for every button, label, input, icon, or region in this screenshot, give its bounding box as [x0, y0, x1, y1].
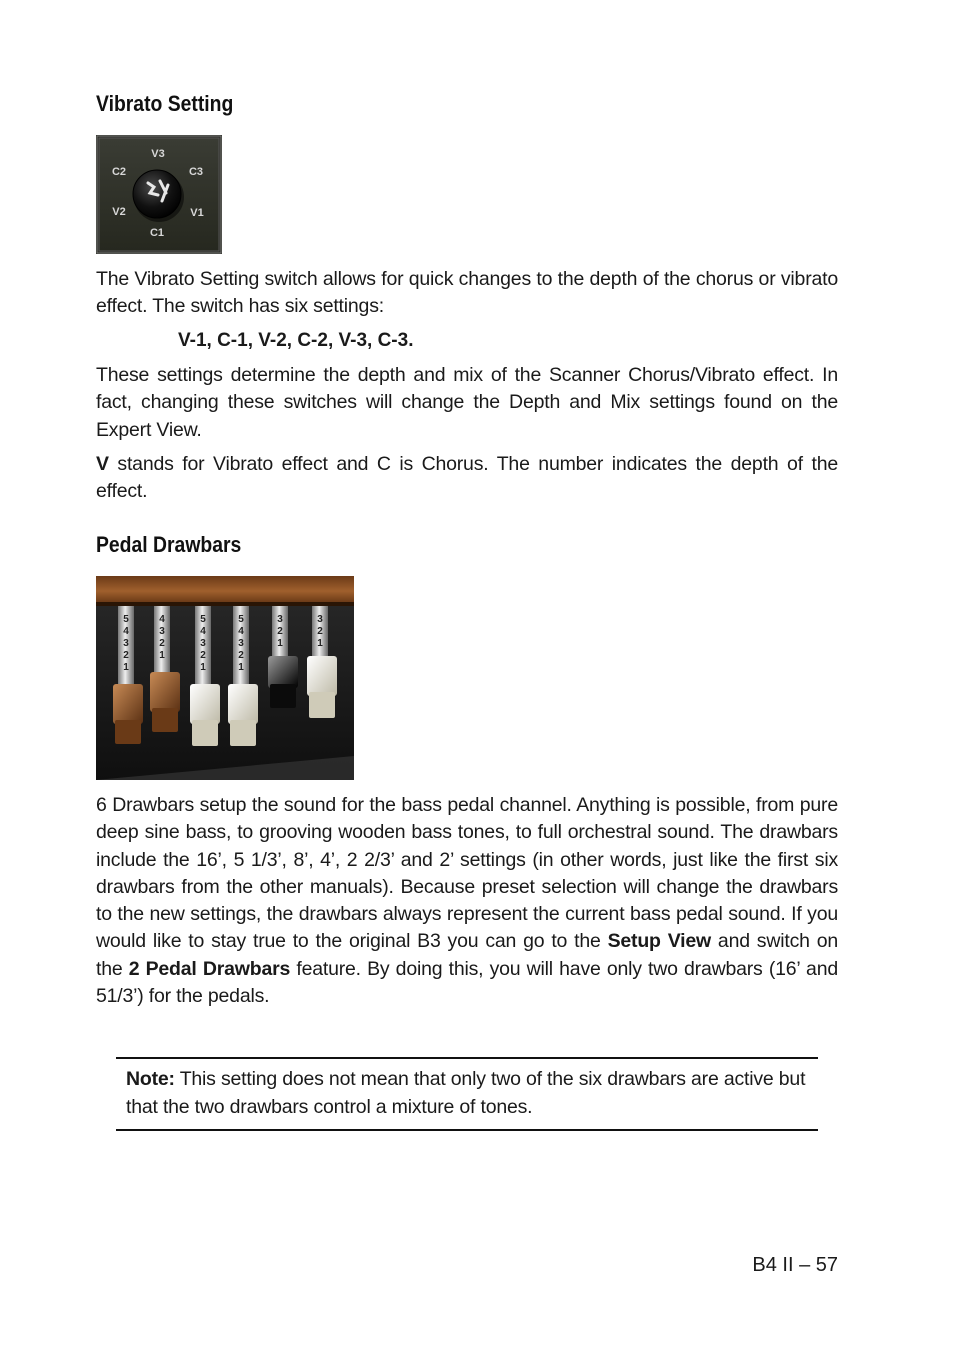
- page-number: B4 II – 57: [752, 1254, 838, 1276]
- scale-num: 3: [200, 638, 206, 649]
- bold-2-pedal-drawbars: 2 Pedal Drawbars: [128, 957, 291, 980]
- scale-num: 4: [159, 614, 165, 625]
- section-heading-pedal: Pedal Drawbars: [96, 532, 242, 557]
- scale-num: 3: [317, 614, 323, 625]
- note-text: Note: This setting does not mean that only two of the six drawbars are active but that the two drawbars control a mixture of tones.: [126, 1068, 806, 1118]
- scale-num: 5: [200, 614, 206, 625]
- bold-v: V: [96, 453, 109, 475]
- note-box: [116, 1057, 818, 1131]
- scale-num: 2: [200, 650, 206, 661]
- pedal-drawbars-image: [96, 576, 354, 780]
- scale-num: 2: [123, 650, 129, 661]
- scale-num: 3: [159, 626, 165, 637]
- scale-num: 5: [238, 614, 244, 625]
- drawbar-4[interactable]: [228, 684, 258, 746]
- scale-num: 3: [238, 638, 244, 649]
- vibrato-depth-paragraph: These settings determine the depth and mix of the Scanner Chorus/Vibrato effect. In fact, changing these switches will change the Depth and Mix settings found on the Expert View.: [96, 364, 838, 441]
- knob-label-v2: V2: [112, 206, 126, 218]
- scale-num: 1: [200, 662, 206, 673]
- drawbar-1[interactable]: [113, 684, 143, 744]
- scale-num: 5: [123, 614, 129, 625]
- knob-label-v3: V3: [151, 148, 165, 160]
- scale-num: 2: [238, 650, 244, 661]
- vibrato-legend-paragraph: V stands for Vibrato effect and C is Chorus. The number indicates the depth of the effect.: [96, 453, 838, 503]
- knob-label-v1: V1: [190, 207, 204, 219]
- section-heading-vibrato: Vibrato Setting: [96, 91, 234, 116]
- scale-num: 1: [123, 662, 129, 673]
- scale-num: 4: [200, 626, 206, 637]
- drawbar-6[interactable]: [307, 656, 337, 718]
- scale-num: 2: [277, 626, 283, 637]
- knob-label-c2: C2: [111, 166, 127, 178]
- scale-num: 1: [159, 650, 165, 661]
- note-label: Note:: [126, 1068, 175, 1090]
- scale-num: 3: [277, 614, 283, 625]
- bold-setup-view: Setup View: [607, 930, 711, 953]
- drawbar-3[interactable]: [190, 684, 220, 746]
- scale-num: 1: [277, 638, 283, 649]
- vibrato-description: The Vibrato Setting switch allows for quick changes to the depth of the chorus or vibrato effect. The switch has six settings:: [96, 268, 838, 318]
- drawbar-5[interactable]: [268, 656, 298, 708]
- pedal-drawbars-paragraph: 6 Drawbars setup the sound for the bass pedal channel. Anything is possible, from pure deep sine bass, to grooving wooden bass tones, to full orchestral sound. The drawbars include the 16’, 5 1/3’, 8’, 4’, 2 2/3’ and 2’ settings (in other words, just like the first six drawbars from the other manuals). Because preset selection will change the drawbars to the new settings, the drawbars always represent the current bass pedal sound. If you would like to stay true to the original B3 you can go to the Setup View and switch on the 2 Pedal Drawbars feature. By doing this, you will have only two drawbars (16’ and 51/3’) for the pedals.: [96, 794, 838, 1008]
- scale-num: 1: [317, 638, 323, 649]
- scale-num: 2: [159, 638, 165, 649]
- knob-label-c3: C3: [188, 166, 204, 178]
- vibrato-knob-image: [96, 135, 222, 254]
- scale-num: 4: [238, 626, 244, 637]
- scale-num: 2: [317, 626, 323, 637]
- scale-num: 4: [123, 626, 129, 637]
- scale-num: 3: [123, 638, 129, 649]
- scale-num: 1: [238, 662, 244, 673]
- knob-label-c1: C1: [149, 227, 165, 239]
- vibrato-settings-list: V-1, C-1, V-2, C-2, V-3, C-3.: [178, 330, 414, 351]
- drawbar-2[interactable]: [150, 672, 180, 732]
